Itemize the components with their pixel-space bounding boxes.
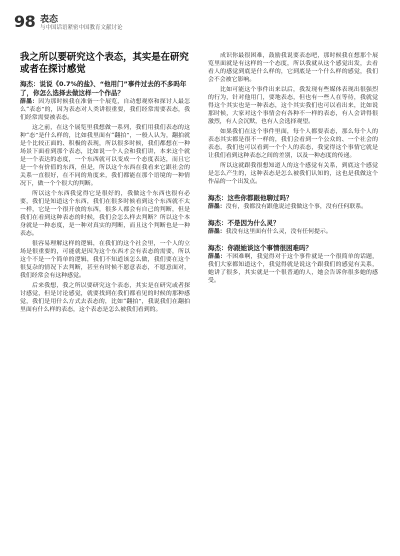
section-subtitle: 与中国话语紧密中国教育文献讨论 [40,25,123,31]
right-paragraph-4: 所以这就跟我很想知道人的这个感觉有关系，到底这个感觉是怎么产生的，这种表态是怎么被我们认知的，这也是我做这个作品的一个出发点。 [208,163,378,185]
speaker-label-interviewer: 海杰： [20,80,40,88]
answer-3-text: 我没有这里面有什么灵，没有任何提示。 [225,229,332,235]
article-headline: 我之所以要研究这个表态，其实是在研究或者在探讨感觉 [20,52,189,75]
speaker-label-artist: 薛墨： [208,229,226,235]
speaker-label-artist: 薛墨： [208,254,227,260]
answer-1 [20,98,190,122]
left-column [20,52,190,316]
question-2-text: 这些你都跟他聊过吗？ [227,194,293,202]
speaker-label-artist: 薛墨： [20,99,39,105]
speaker-label-interviewer: 海杰： [208,219,228,227]
right-paragraph-1: 成识你最很困难，鼓励我说要表态吧，那时候我在想那个展览里面就是有这样的一个态度，所以我就从这个感觉出发，去看看人的感觉到底是什么样的，它到底是一个什么样的感觉，我们会不会被它影响。 [208,53,378,83]
question-1 [20,80,190,98]
answer-4-text: 不困难啊，我觉得对于这个事件就是一个很简单的话题，我们大家都知道这个，我觉得就是说这个跟我们的感觉有关系，她讲了很多，其实就是一个很普通的人，她会告诉你很多她的感受。 [208,254,378,284]
left-paragraph-2: 所以这个东西我觉得它是很好的，我做这个东西也很有必要，我们是知道这个东西，我们在很多时候看到这个东西就不太一样，它是一个很开放的东西，很多人都会有自己的判断，但是我们在看到这种表态的时候，我们会怎么样去判断？所以这个本身就是一种态度，是一种对真实的判断，而且这个判断也是一种表态。 [20,191,190,237]
question-2 [208,194,378,203]
left-paragraph-1: 这之前，在这个展览里我想做一系列，我们用我们表态的这种“态”是什么样的，比如我里面有“翻拍”，一般人认为，翻拍就是个比较正面的、积极的表现，所以很多时候，我们都想在一种场景下面看到那个表态，比如说一个人会和我们讲，本来这个就是一个表达的态度，一个东西就可以变成一个态度表达，而且它是一个有价值的东西，但是，所以这个东西在我看来它跟社会的关系一直很好，在不同的角度来，我们都能在那个语境的一种情况下，做一个个很大的判断。 [20,125,190,187]
right-paragraph-3: 如果我们在这个事件里面，每个人都要表态，那么每个人的表态其实都是很不一样的，我们会看到一个公众的、一个社会的表态，我们也可以看到一个个人的表态，我觉得这个事情它就是让我们看到这种表态之间的差别，以及一种态度的传递。 [208,129,378,159]
question-3-text: 不是因为什么灵？ [227,219,280,227]
answer-2-text: 没有，我都没有跟他说过我做这个事，没有任何联系。 [225,204,368,210]
left-paragraph-4: 后来我想，我之所以要研究这个表态，其实是在研究或者探讨感觉，但是讨论感觉，就要找到在我们都看见的时候的那种感觉，我们是用什么方式去表态的，比如“翻拍”，我说我们在翻拍里面有什么样的表态，这个表态是怎么被我们看到的。 [20,283,190,313]
right-paragraph-2: 比如可能这个事件出来以后，我发现有些媒体表现出很强烈的行为，针对他用门，要地表态，但也有一些人在等待，我就觉得这个其实也是一种表态，这个其实我们也可以看出来，比如说那时候，大家对这个事情会有各种不一样的表态，有人会讲得很激烈，有人会沉默，也有人会选择观望。 [208,87,378,125]
question-4 [208,244,378,253]
speaker-label-interviewer: 海杰： [208,194,228,202]
section-title: 表态 [40,15,59,25]
speaker-label-artist: 薛墨： [208,204,226,210]
question-3 [208,219,378,228]
answer-3 [208,228,378,236]
answer-1-text: 因为那时候我在准备一个展览，自动想观察和探讨人最怎么“表态”的，因为表态对人类讲很重要，我们经常需要表态，我们经常需要被表态。 [20,99,190,121]
left-paragraph-3: 很容易理解这样的逻辑，在我们的这个社会里，一个人的立场是很重要的，可能就是因为这个东西才会有表态的需要，所以这个不是一个简单的逻辑，我们不知道该怎么做，我们要在这个很复杂的情况下去判断，甚至有时候不愿意表态，不愿意面对，我们经常会有这种感觉。 [20,241,190,279]
right-column [208,52,378,287]
answer-4 [208,253,378,285]
speaker-label-interviewer: 海杰： [208,244,228,252]
page-header [14,10,386,34]
answer-2 [208,203,378,211]
question-4-text: 你跟她谈这个事情很困难吗？ [227,244,312,252]
question-1-text: 说说《0.7%的盐》、“他用门”事件过去的不多吗年了，你怎么选择去做这样一个作品？ [20,80,187,97]
page-number: 98 [14,12,36,31]
